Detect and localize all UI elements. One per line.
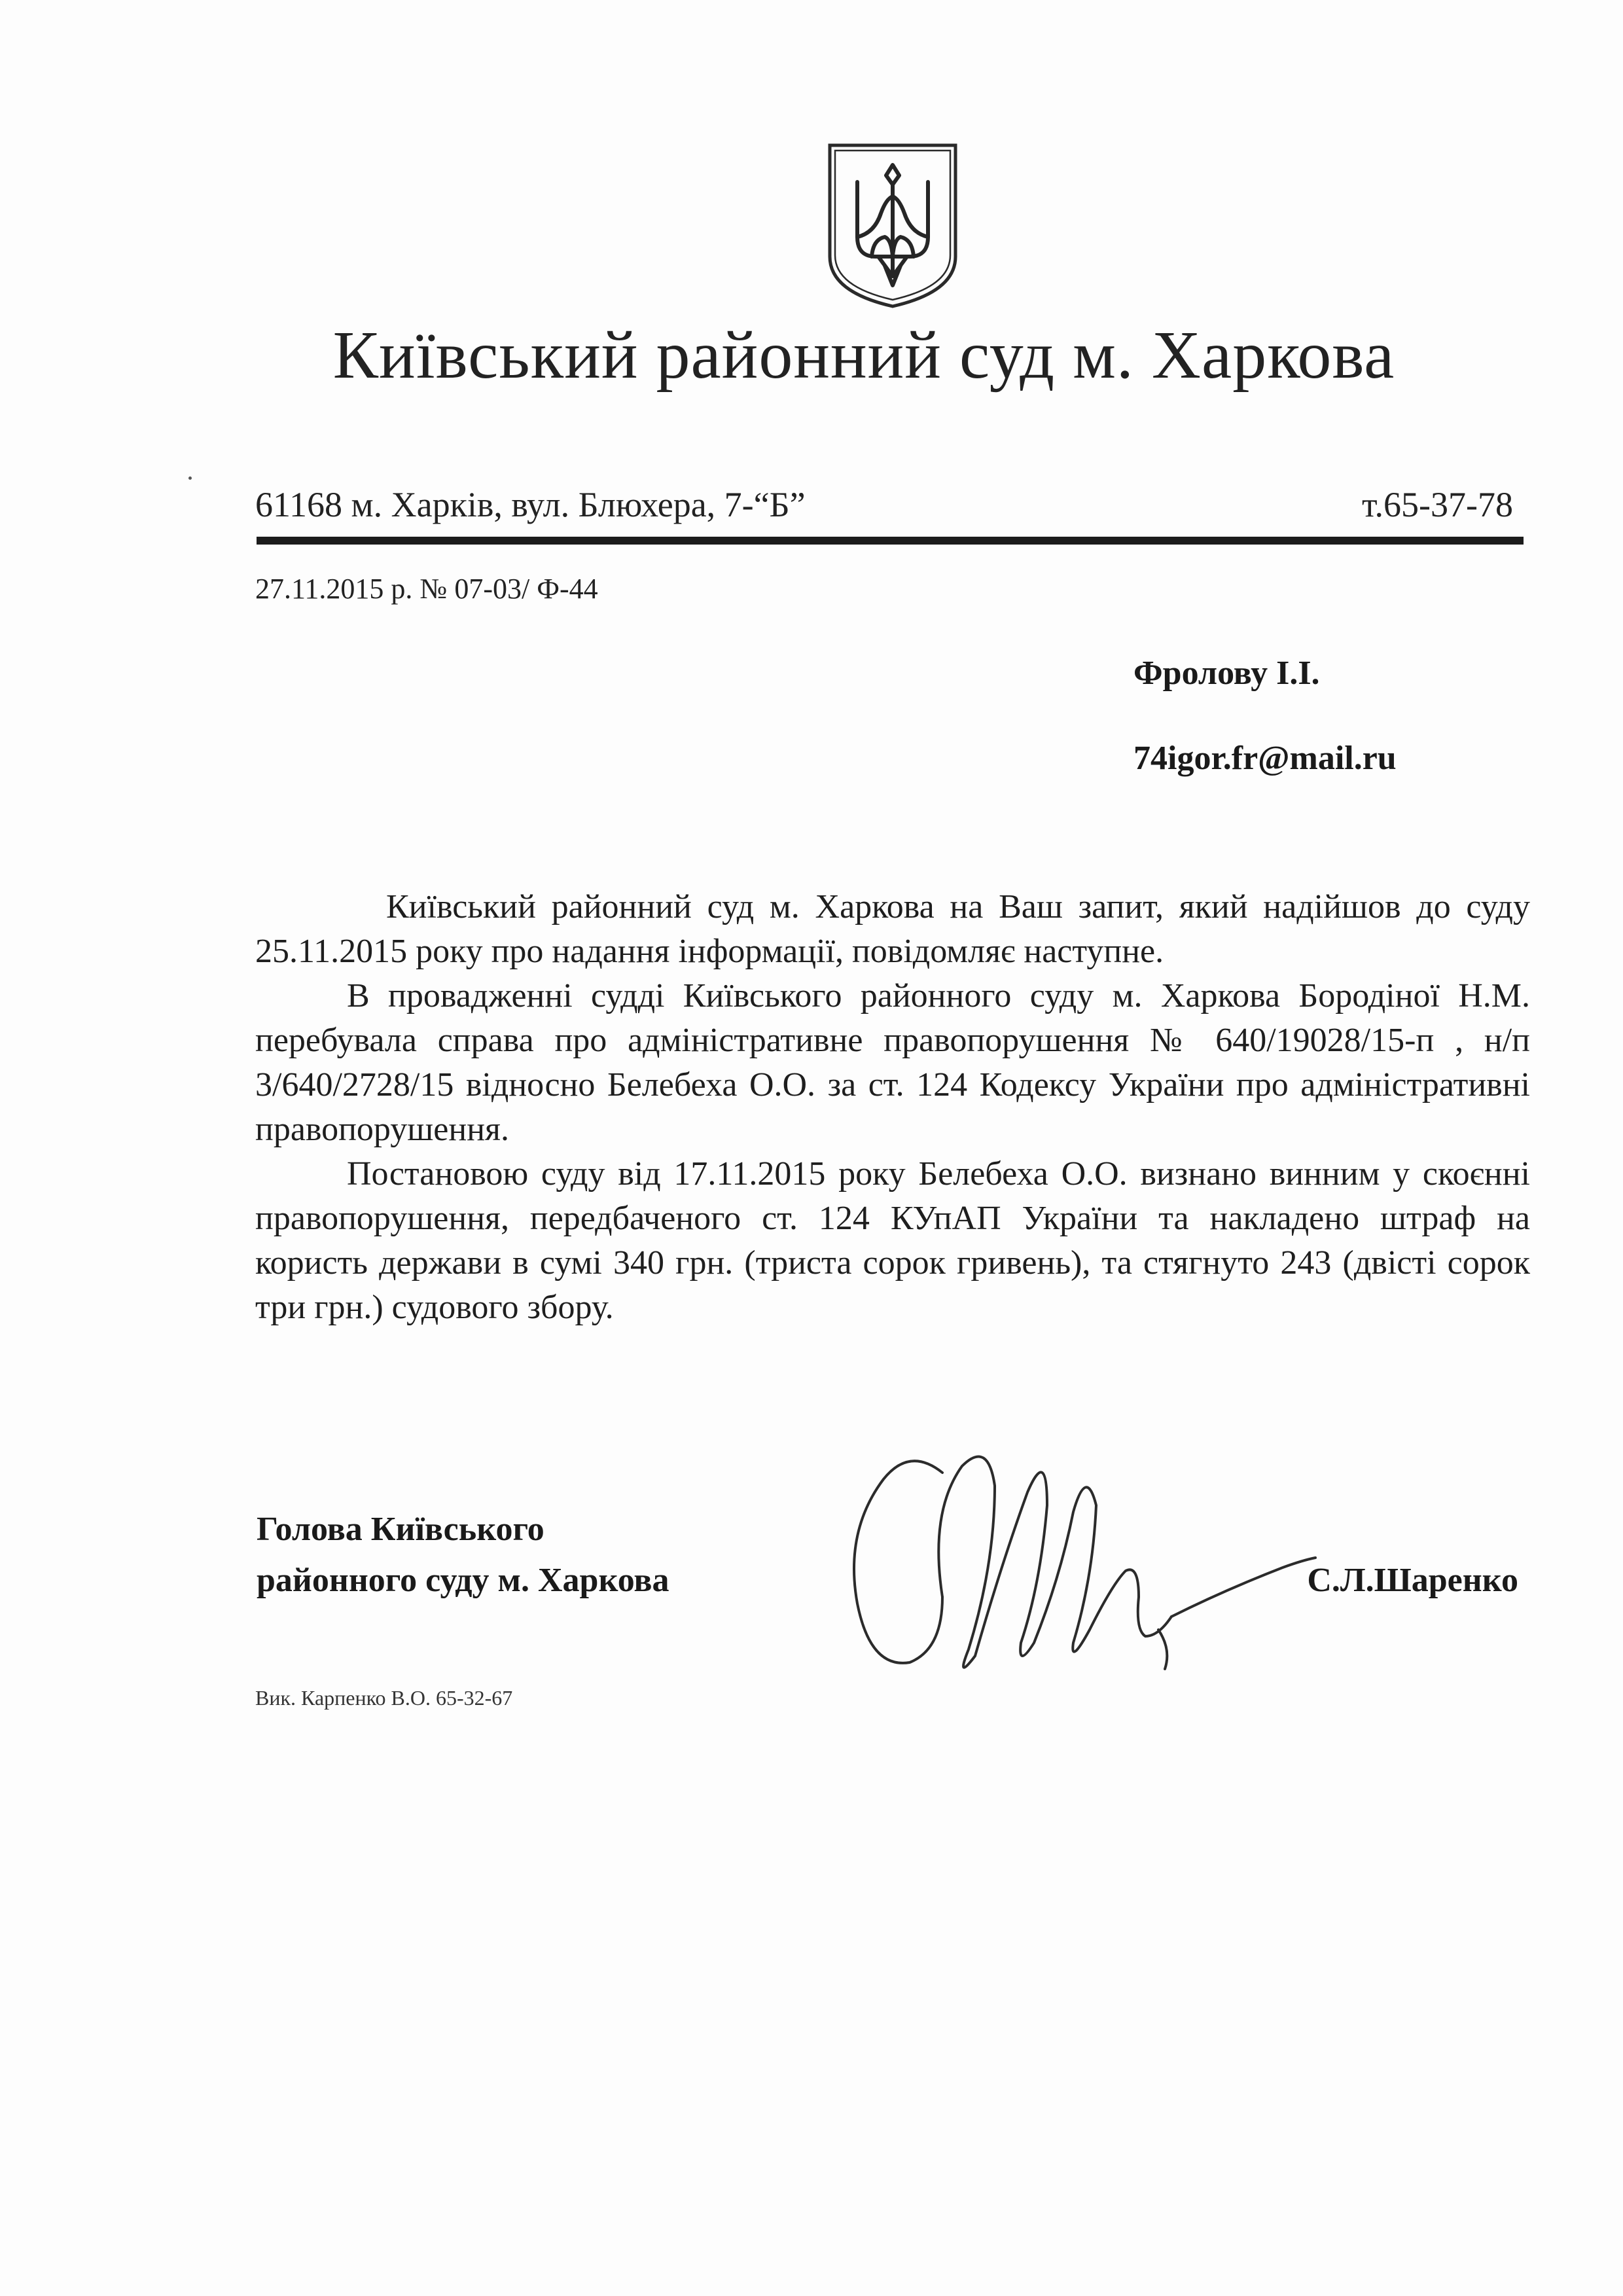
body-paragraph: В провадженні судді Київського районного суду м. Харкова Бородіної Н.М. перебувала справа про адміністративне правопорушення № 640/19028/15-п , н/п 3/640/2728/15 відносно Белебеха О.О. за ст. 124 Кодексу України про адміністративні правопорушення. [255, 977, 1530, 1148]
letter-body [255, 885, 1530, 1330]
signatory-title [257, 1504, 669, 1606]
signatory-title-line: районного суду м. Харкова [257, 1562, 669, 1599]
court-name: Київський районний суд м. Харкова [332, 317, 1395, 393]
court-address: 61168 м. Харків, вул. Блюхера, 7-“Б” [255, 485, 806, 524]
outgoing-reference: 27.11.2015 р. № 07-03/ Ф-44 [255, 573, 598, 605]
letterhead-divider [257, 537, 1524, 545]
body-paragraph: Постановою суду від 17.11.2015 року Белебеха О.О. визнано винним у скоєнні правопорушення, передбаченого ст. 124 КУпАП України та накладено штраф на користь держави в сумі 340 грн. (триста сорок гривень), та стягнуто 243 (двісті сорок три грн.) судового збору. [255, 1155, 1530, 1326]
recipient-email: 74igor.fr@mail.ru [1133, 740, 1397, 777]
executor-info: Вик. Карпенко В.О. 65-32-67 [255, 1686, 513, 1710]
signatory-title-line: Голова Київського [257, 1511, 544, 1548]
scan-speck [188, 476, 192, 480]
body-paragraph: Київський районний суд м. Харкова на Ваш запит, який надійшов до суду 25.11.2015 року про надання інформації, повідомляє наступне. [255, 888, 1530, 970]
trident-icon [826, 141, 959, 310]
signer-name: С.Л.Шаренко [1307, 1562, 1518, 1599]
recipient-name: Фролову І.І. [1133, 655, 1320, 692]
court-phone: т.65-37-78 [1361, 485, 1513, 524]
handwritten-signature-icon [831, 1433, 1329, 1708]
